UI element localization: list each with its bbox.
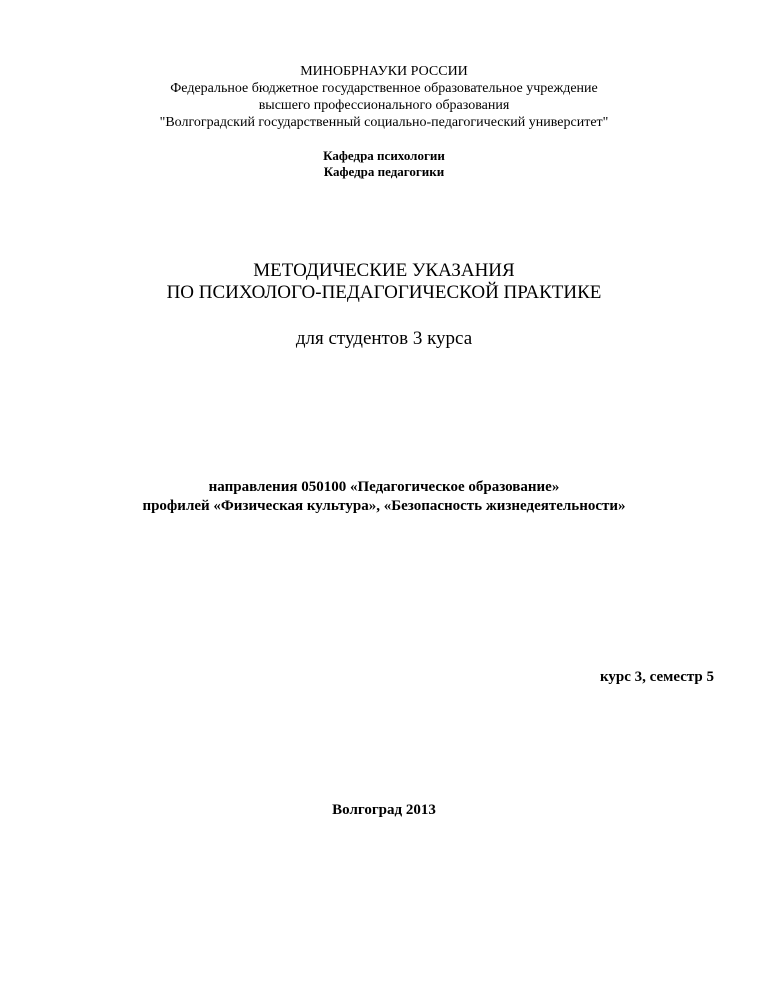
program-profiles: профилей «Физическая культура», «Безопасность жизнедеятельности» xyxy=(142,498,626,514)
course-semester: курс 3, семестр 5 xyxy=(599,669,714,685)
program-direction: направления 050100 «Педагогическое образование» xyxy=(208,479,560,495)
audience-line: для студентов 3 курса xyxy=(295,328,473,349)
document-title-line-2: ПО ПСИХОЛОГО-ПЕДАГОГИЧЕСКОЙ ПРАКТИКЕ xyxy=(166,282,602,303)
university-name: "Волгоградский государственный социально-педагогический университет" xyxy=(159,115,609,130)
department-pedagogy: Кафедра педагогики xyxy=(323,164,445,179)
education-level-line: высшего профессионального образования xyxy=(258,98,510,113)
institution-type-line: Федеральное бюджетное государственное образовательное учреждение xyxy=(170,81,598,96)
ministry-line: МИНОБРНАУКИ РОССИИ xyxy=(300,64,468,79)
department-psychology: Кафедра психологии xyxy=(323,148,445,163)
document-title-line-1: МЕТОДИЧЕСКИЕ УКАЗАНИЯ xyxy=(253,260,515,281)
city-year: Волгоград 2013 xyxy=(332,802,436,818)
